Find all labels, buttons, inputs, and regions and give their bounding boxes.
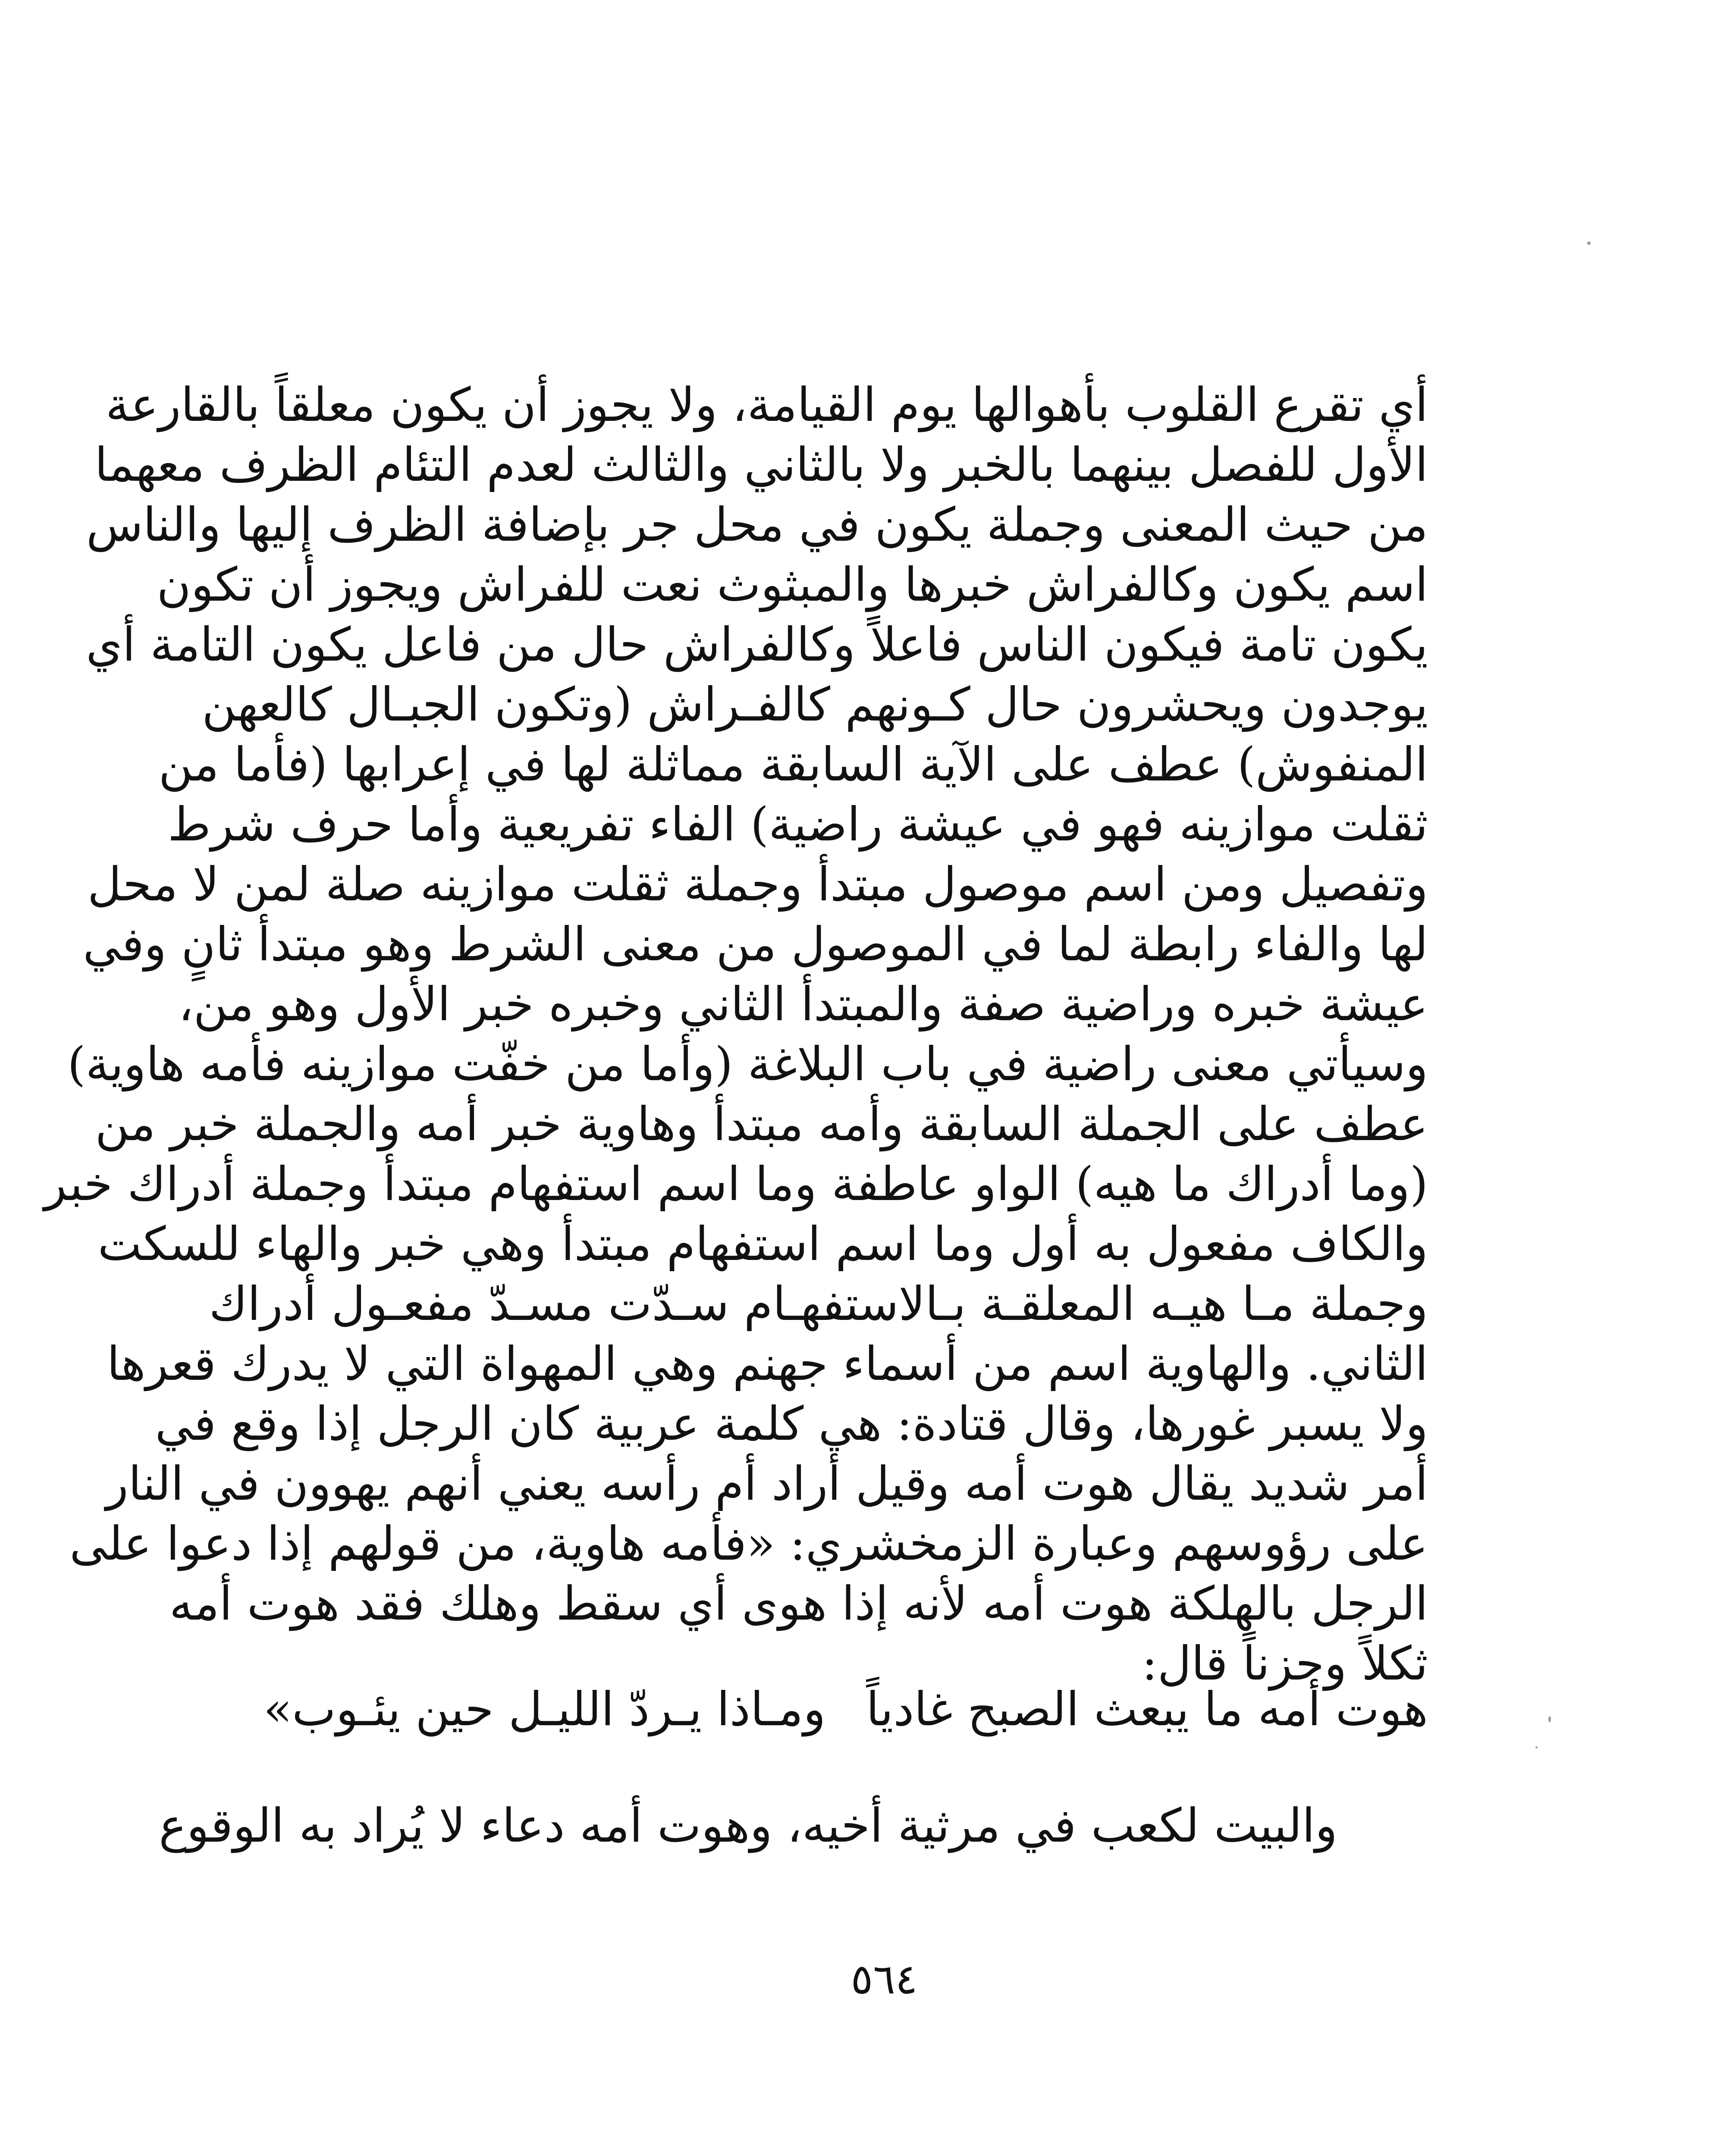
text-line: من حيث المعنى وجملة يكون في محل جر بإضافة الظرف إليها والناس [86,498,1428,552]
body-text [44,375,1428,1694]
text-line: الرجل بالهلكة هوت أمه لأنه إذا هوى أي سقط وهلك فقد هوت أمه [169,1577,1428,1631]
text-line: وجملة مـا هيـه المعلقـة بـالاستفهـام سـدّت مسـدّ مفعـول أدراك [209,1277,1428,1331]
text-line: الثاني. والهاوية اسم من أسماء جهنم وهي المهواة التي لا يدرك قعرها [107,1337,1428,1391]
text-line: وسيأتي معنى راضية في باب البلاغة (وأما من خفّت موازينه فأمه هاوية) [67,1037,1428,1091]
verse-second-hemistich: ومـاذا يـردّ الليـل حين يئـوب» [264,1683,826,1736]
text-line-after-verse: والبيت لكعب في مرثية أخيه، وهوت أمه دعاء لا يُراد به الوقوع [159,1799,1337,1853]
text-line: يكون تامة فيكون الناس فاعلاً وكالفراش حال من فاعل يكون التامة أي [86,618,1428,672]
page-number: ٥٦٤ [851,1955,918,2003]
text-line: عطف على الجملة السابقة وأمه مبتدأ وهاوية خبر أمه والجملة خبر من [95,1097,1428,1151]
text-line: ولا يسبر غورها، وقال قتادة: هي كلمة عربية كان الرجل إذا وقع في [155,1397,1428,1451]
text-line: المنفوش) عطف على الآية السابقة مماثلة لها في إعرابها (فأما من [158,738,1428,792]
text-line: والكاف مفعول به أول وما اسم استفهام مبتدأ وهي خبر والهاء للسكت [97,1217,1428,1271]
text-line: الأول للفصل بينهما بالخبر ولا بالثاني والثالث لعدم التئام الظرف معهما [94,438,1428,492]
scan-speck [1548,1716,1551,1722]
text-line: أي تقرع القلوب بأهوالها يوم القيامة، ولا يجوز أن يكون معلقاً بالقارعة [105,378,1428,432]
text-line: عيشة خبره وراضية صفة والمبتدأ الثاني وخبره خبر الأول وهو من، [178,978,1428,1031]
text-line: لها والفاء رابطة لما في الموصول من معنى الشرط وهو مبتدأ ثانٍ وفي [83,918,1428,971]
verse-first-hemistich: هوت أمه ما يبعث الصبح غادياً [866,1683,1428,1736]
text-line: ثكلاً وحزناً قال: [1142,1637,1428,1691]
text-line: يوجدون ويحشرون حال كـونهم كالفـراش (وتكون الجبـال كالعهن [202,678,1428,732]
text-line: (وما أدراك ما هيه) الواو عاطفة وما اسم استفهام مبتدأ وجملة أدراك خبر [44,1157,1428,1211]
text-line: أمر شديد يقال هوت أمه وقيل أراد أم رأسه يعني أنهم يهوون في النار [106,1457,1428,1511]
text-line: على رؤوسهم وعبارة الزمخشري: «فأمه هاوية، من قولهم إذا دعوا على [69,1517,1428,1571]
scan-speck [1535,1746,1538,1749]
text-line: ثقلت موازينه فهو في عيشة راضية) الفاء تفريعية وأما حرف شرط [167,798,1428,852]
scan-speck [1587,241,1591,245]
text-line: وتفصيل ومن اسم موصول مبتدأ وجملة ثقلت موازينه صلة لمن لا محل [87,858,1428,912]
poetry-verse [264,1677,1428,1742]
text-line: اسم يكون وكالفراش خبرها والمبثوث نعت للفراش ويجوز أن تكون [157,558,1428,612]
